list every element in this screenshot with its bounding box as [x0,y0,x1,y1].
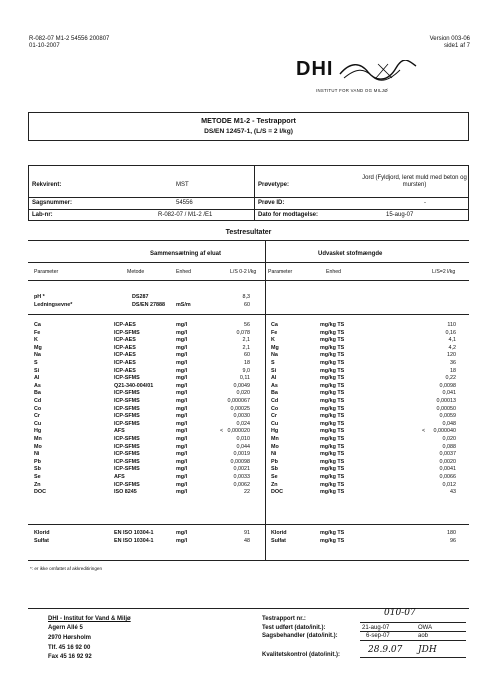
parameter-cell: Mo [34,443,42,450]
value-cell: 0,078 [236,329,250,336]
table-row [0,390,487,397]
kontrol-label: Kvalitetskontrol (dato/init.): [262,652,340,658]
parameter-cell-2: Mg [271,344,279,351]
table-row [0,489,487,496]
method-cell: ICP-SFMS [114,405,140,412]
method-cell: ICP-SFMS [114,375,140,382]
parameter-cell-2: S [271,360,275,366]
table-row: Sulfat EN ISO 10304-1 mg/l 48 Sulfat mg/kg TS 96 [34,538,456,544]
method-cell: ICP-SFMS [114,420,140,427]
table-row [0,352,487,359]
unit-cell: mg/l [176,322,188,328]
parameter-cell: Cd [34,398,42,404]
unit-cell: mg/l [176,489,188,496]
col-ls: L/S 0-2 l/kg [230,269,257,275]
value-cell-2: 0,0098 [439,382,456,389]
table-row [0,466,487,473]
lab-nr-value: R-082-07 / M1-2 /E1 [158,212,213,218]
org-fax: Fax 45 16 92 92 [48,654,92,660]
table-row [0,436,487,443]
table-row [0,413,487,420]
parameter-cell: As [34,382,41,389]
dato-value: 15-aug-07 [386,212,414,218]
method-cell: Q21-340-004/01 [114,382,154,389]
provetype-label: Prøvetype: [258,182,290,188]
parameter-cell-2: Cr [271,413,277,420]
value-cell: 0,0021 [233,466,250,473]
unit-cell-2: mg/kg TS [320,329,345,336]
unit-cell-2: mg/kg TS [320,451,345,458]
unit-cell: mg/l [176,352,188,359]
parameter-cell-2: Sb [271,466,278,473]
method-cell: ICP-AES [114,337,136,344]
value-cell-2: 4,1 [448,337,456,344]
value-cell-2: 0,012 [442,481,456,488]
parameter-cell: Na [34,352,41,359]
unit-cell: mg/l [176,382,188,389]
table-row [0,428,487,435]
unit-cell: mg/l [176,398,188,404]
value-cell: 0,0033 [233,474,250,480]
rekvirent-label: Rekvirent: [32,182,62,188]
parameter-cell-2: Ni [271,451,277,458]
value-cell-2: 0,088 [442,443,456,450]
value-cell-2: 0,00013 [436,398,456,404]
value-cell-2: 0,16 [445,329,456,336]
less-than-sign: < [220,428,224,435]
unit-cell-2: mg/kg TS [320,382,345,389]
unit-cell-2: mg/kg TS [320,398,345,404]
parameter-cell-2: Ca [271,322,278,328]
value-cell-2: 0,041 [442,390,456,397]
value-cell-2: 0,000040 [433,428,456,435]
method-cell: AFS [114,474,125,480]
table-row [0,330,487,337]
value-cell: 0,0019 [233,451,250,458]
method-cell: ICP-SFMS [114,398,140,404]
unit-cell: mg/l [176,466,188,473]
parameter-cell-2: Ba [271,390,278,397]
col-param-2: Parameter [268,269,293,275]
unit-cell: mg/l [176,436,188,442]
testrapport-label: Testrapport nr.: [262,616,306,622]
table-row: Ledningsevne* DS/EN 27888 mS/m 60 [34,302,250,308]
report-reference: R-082-07 M1-2 54556 200807 [29,36,110,42]
parameter-cell: Mg [34,344,42,351]
kontrol-init: JDH [418,645,437,655]
method-cell: ICP-AES [114,344,136,351]
parameter-cell: DOC [34,489,46,496]
table-row: pH * DS287 8,3 [34,294,250,300]
table-row [0,360,487,367]
behandler-date: 6-sep-07 [366,633,390,639]
report-subtitle: DS/EN 12457-1, (L/S = 2 l/kg) [204,128,293,135]
unit-cell: mg/l [176,390,188,397]
lab-nr-label: Lab-nr: [32,212,53,218]
parameter-cell: Sb [34,466,41,473]
rekvirent-value: MST [176,182,189,188]
method-cell: ICP-SFMS [114,436,140,442]
value-cell-2: 0,020 [442,436,456,442]
unit-cell-2: mg/kg TS [320,489,345,496]
parameter-cell: Zn [34,481,41,488]
logo-tagline: INSTITUT FOR VAND OG MILJØ [316,88,388,93]
value-cell: 0,024 [236,420,250,427]
footnote: *: er ikke omfattet af akkreditiringen [30,566,103,571]
unit-cell-2: mg/kg TS [320,352,345,359]
parameter-cell-2: Mo [271,443,279,450]
parameter-cell-2: Mn [271,436,279,442]
less-than-sign-2: < [422,428,426,435]
parameter-cell-2: Fe [271,329,278,336]
parameter-cell-2: Cu [271,420,279,427]
sagsnummer-label: Sagsnummer: [32,200,73,206]
unit-cell-2: mg/kg TS [320,375,345,382]
value-cell: 60 [244,352,250,359]
unit-cell: mg/l [176,458,188,465]
table-row [0,459,487,466]
testrapport-value: 010-07 [384,608,416,618]
prove-id-label: Prøve ID: [258,200,285,206]
unit-cell: mg/l [176,337,188,344]
parameter-cell: Cu [34,420,42,427]
table-row [0,375,487,382]
unit-cell-2: mg/kg TS [320,443,345,450]
method-cell: ICP-AES [114,352,136,359]
logo-word: DHI [296,58,334,80]
unit-cell-2: mg/kg TS [320,466,345,473]
provetype-value: Jord (Fyldjord, leret muld med beton og mursten) [362,175,467,188]
unit-cell: mg/l [176,443,188,450]
parameter-cell: Mn [34,436,42,442]
value-cell-2: 0,0020 [439,458,456,465]
udfort-init: OWA [418,625,433,631]
org-tlf: Tlf. 45 16 92 00 [48,645,91,651]
value-cell: 0,00025 [230,405,250,412]
value-cell-2: 120 [447,352,456,359]
value-cell: 0,0030 [233,413,250,420]
udfort-date: 21-aug-07 [362,625,390,631]
parameter-cell: Ca [34,322,41,328]
parameter-cell: S [34,360,38,366]
value-cell: 2,1 [242,337,250,344]
unit-cell: mg/l [176,451,188,458]
parameter-cell: Hg [34,428,42,435]
value-cell: 0,020 [236,390,250,397]
unit-cell-2: mg/kg TS [320,360,345,366]
col-metode: Metode [127,269,145,275]
parameter-cell-2: Co [271,405,279,412]
method-cell: ISO 8245 [114,489,137,496]
value-cell: 0,00098 [230,458,250,465]
parameter-cell-2: Zn [271,481,278,488]
dhi-logo [296,58,426,98]
parameter-cell-2: Si [271,367,277,374]
parameter-cell-2: DOC [271,489,283,496]
table-row [0,406,487,413]
parameter-cell: Se [34,474,41,480]
table-row [0,322,487,329]
col-ls-2: L/S=2 l/kg [432,269,456,275]
dato-label: Dato for modtagelse: [258,212,319,218]
org-city: 2970 Hørsholm [48,635,92,641]
method-cell: ICP-AES [114,367,136,374]
value-cell-2: 0,0037 [439,451,456,458]
unit-cell-2: mg/kg TS [320,420,345,427]
method-cell: AFS [114,428,125,435]
unit-cell: mg/l [176,405,188,412]
unit-cell-2: mg/kg TS [320,405,345,412]
value-cell: 0,0062 [233,481,250,488]
unit-cell-2: mg/kg TS [320,337,345,344]
right-group-title: Udvasket stofmængde [318,251,383,257]
table-row [0,474,487,481]
value-cell: 0,044 [236,443,250,450]
unit-cell: mg/l [176,360,188,366]
report-title: METODE M1-2 - Testrapport [201,116,296,125]
method-cell: ICP-SFMS [114,458,140,465]
org-street: Agern Allé 5 [48,625,83,631]
method-cell: ICP-SFMS [114,390,140,397]
parameter-cell-2: Na [271,352,278,359]
table-row [0,451,487,458]
parameter-cell: K [34,337,38,344]
unit-cell: mg/l [176,344,188,351]
method-cell: ICP-SFMS [114,466,140,473]
parameter-cell-2: As [271,382,278,389]
unit-cell-2: mg/kg TS [320,436,345,442]
left-group-title: Sammensætning af eluat [150,251,222,257]
col-param: Parameter [34,269,59,275]
parameter-cell-2: Se [271,474,278,480]
unit-cell: mg/l [176,413,188,420]
method-cell: ICP-SFMS [114,443,140,450]
unit-cell: mg/l [176,420,188,427]
value-cell: 9,0 [242,367,250,374]
value-cell-2: 43 [450,489,456,496]
results-title: Testresultater [225,229,272,236]
version-label: Version 003-06 [429,36,470,42]
parameter-cell: Co [34,405,42,412]
table-row [0,444,487,451]
value-cell: 0,010 [236,436,250,442]
value-cell: 56 [244,322,250,328]
value-cell-2: 0,0041 [439,466,456,473]
value-cell-2: 0,0066 [439,474,456,480]
value-cell: 18 [244,360,250,366]
udfort-label: Test udført (dato/init.): [262,625,326,631]
method-cell: ICP-SFMS [114,451,140,458]
method-cell: ICP-AES [114,322,136,328]
unit-cell: mg/l [176,367,188,374]
unit-cell: mg/l [176,375,188,382]
method-cell: ICP-SFMS [114,481,140,488]
table-row [0,421,487,428]
wave-icon [338,60,418,82]
value-cell: 0,000067 [227,398,250,404]
value-cell-2: 4,2 [448,344,456,351]
value-cell: 22 [244,489,250,496]
report-date: 01-10-2007 [29,43,60,49]
unit-cell-2: mg/kg TS [320,474,345,480]
parameter-cell: Cr [34,413,40,420]
value-cell-2: 0,048 [442,420,456,427]
value-cell-2: 0,0059 [439,413,456,420]
parameter-cell-2: Al [271,375,277,382]
prove-id-value: - [424,200,426,206]
value-cell: 0,0049 [233,382,250,389]
page-number: side1 af 7 [443,43,470,49]
unit-cell-2: mg/kg TS [320,344,345,351]
unit-cell: mg/l [176,329,188,336]
parameter-cell: Ni [34,451,40,458]
behandler-init: aob [418,633,429,639]
unit-cell: mg/l [176,481,188,488]
col-enhed-2: Enhed [326,269,342,275]
kontrol-value: 28.9.07 [368,645,403,655]
parameter-cell-2: Pb [271,458,278,465]
parameter-cell-2: K [271,337,275,344]
behandler-label: Sagsbehandler (dato/init.): [262,633,338,639]
sagsnummer-value: 54556 [176,200,193,206]
parameter-cell: Fe [34,329,41,336]
value-cell-2: 18 [450,367,456,374]
method-cell: ICP-SFMS [114,413,140,420]
unit-cell-2: mg/kg TS [320,481,345,488]
unit-cell-2: mg/kg TS [320,428,345,435]
method-cell: ICP-SFMS [114,329,140,336]
unit-cell-2: mg/kg TS [320,413,345,420]
unit-cell-2: mg/kg TS [320,367,345,374]
unit-cell: mg/l [176,428,188,435]
table-row [0,368,487,375]
table-row: Klorid EN ISO 10304-1 mg/l 91 Klorid mg/kg TS 180 [34,530,456,536]
table-row [0,482,487,489]
unit-cell-2: mg/kg TS [320,390,345,397]
value-cell-2: 36 [450,360,456,366]
value-cell-2: 110 [447,322,456,328]
value-cell: 0,11 [239,375,250,382]
value-cell: 0,000020 [227,428,250,435]
method-cell: ICP-AES [114,360,136,366]
parameter-cell-2: Hg [271,428,279,435]
parameter-cell-2: Cd [271,398,279,404]
table-row [0,398,487,405]
unit-cell: mg/l [176,474,188,480]
parameter-cell: Pb [34,458,41,465]
table-row [0,383,487,390]
unit-cell-2: mg/kg TS [320,458,345,465]
parameter-cell: Al [34,375,40,382]
col-enhed: Enhed [176,269,192,275]
org-name: DHI - Institut for Vand & Miljø [48,616,131,622]
table-row [0,345,487,352]
value-cell-2: 0,00050 [436,405,456,412]
table-row [0,337,487,344]
unit-cell-2: mg/kg TS [320,322,345,328]
value-cell-2: 0,22 [445,375,456,382]
value-cell: 2,1 [242,344,250,351]
parameter-cell: Si [34,367,40,374]
parameter-cell: Ba [34,390,41,397]
